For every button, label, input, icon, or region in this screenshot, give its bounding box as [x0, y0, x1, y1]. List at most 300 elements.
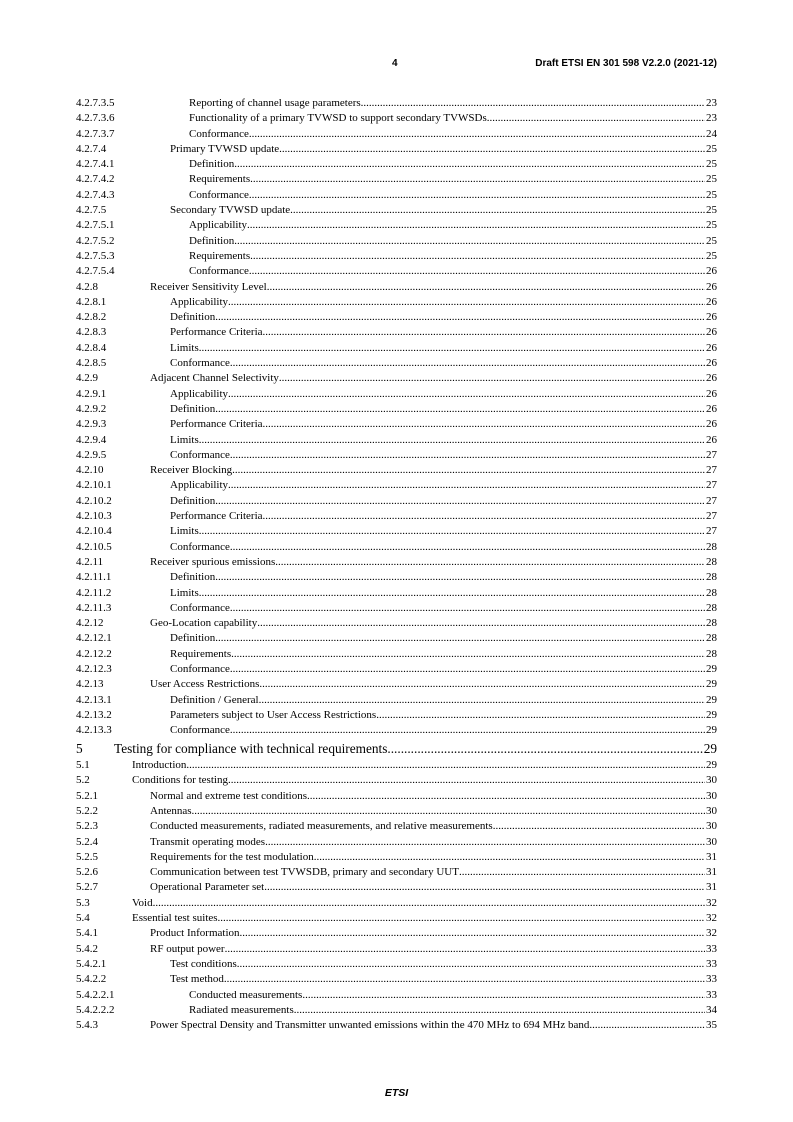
toc-entry[interactable] [76, 850, 717, 865]
toc-entry[interactable] [76, 295, 717, 310]
toc-entry-number: 5.2.5 [76, 850, 98, 863]
toc-entry-number: 4.2.12 [76, 617, 104, 630]
toc-entry-page: 23 [706, 112, 717, 125]
toc-entry-number: 4.2.10.2 [76, 494, 112, 507]
toc-dot-leader [249, 264, 705, 279]
toc-dot-leader [234, 157, 705, 172]
toc-entry-number: 4.2.10.3 [76, 510, 112, 523]
toc-entry-title: User Access Restrictions [150, 678, 260, 691]
toc-entry-page: 29 [706, 678, 717, 691]
toc-entry[interactable] [76, 310, 717, 325]
toc-entry[interactable] [76, 773, 717, 788]
table-of-contents [76, 96, 717, 1033]
toc-entry-body [150, 371, 717, 386]
toc-entry-page: 28 [706, 601, 717, 614]
toc-dot-leader [228, 773, 705, 788]
toc-entry-body [170, 693, 717, 708]
toc-entry-body [189, 1003, 717, 1018]
toc-dot-leader [224, 972, 705, 987]
toc-dot-leader [250, 249, 705, 264]
toc-dot-leader [230, 448, 705, 463]
toc-entry[interactable] [76, 911, 717, 926]
toc-entry-body [150, 555, 717, 570]
toc-entry-number: 4.2.11.2 [76, 586, 112, 599]
toc-entry-title: Conformance [170, 724, 230, 737]
toc-entry-title: Requirements [189, 173, 251, 186]
toc-entry-number: 4.2.9.1 [76, 387, 107, 400]
toc-entry-body [170, 957, 717, 972]
toc-entry-title: Conformance [189, 265, 249, 278]
toc-entry-body [150, 926, 717, 941]
toc-entry[interactable] [76, 356, 717, 371]
toc-entry[interactable] [76, 570, 717, 585]
toc-entry-title: Applicability [170, 387, 229, 400]
toc-entry[interactable] [76, 280, 717, 295]
toc-entry-body [132, 896, 717, 911]
toc-dot-leader [215, 631, 705, 646]
toc-entry-page: 24 [706, 127, 717, 140]
toc-entry-number: 5.3 [76, 896, 90, 909]
toc-dot-leader [294, 1003, 705, 1018]
toc-entry-page: 30 [706, 789, 717, 802]
toc-dot-leader [232, 463, 705, 478]
toc-entry-page: 35 [706, 1019, 717, 1032]
toc-dot-leader [267, 280, 705, 295]
toc-entry-page: 25 [706, 249, 717, 262]
toc-entry[interactable] [76, 218, 717, 233]
toc-entry-body [150, 804, 717, 819]
toc-dot-leader [231, 647, 705, 662]
toc-entry-number: 4.2.7.4.1 [76, 158, 115, 171]
toc-entry[interactable] [76, 402, 717, 417]
toc-entry-title: Conducted measurements, radiated measurements, and relative measurements [150, 820, 493, 833]
toc-entry[interactable] [76, 1003, 717, 1018]
toc-entry-number: 4.2.9.5 [76, 448, 107, 461]
toc-entry[interactable] [76, 819, 717, 834]
toc-entry-number: 5.4.2.1 [76, 957, 107, 970]
toc-dot-leader [264, 880, 705, 895]
toc-entry-body [170, 387, 717, 402]
toc-entry-number: 4.2.12.1 [76, 632, 112, 645]
toc-entry-number: 4.2.7.5 [76, 204, 107, 217]
toc-entry-page: 28 [706, 586, 717, 599]
toc-entry[interactable] [76, 740, 717, 758]
toc-entry-title: Product Information [150, 927, 240, 940]
toc-entry-title: Antennas [150, 804, 192, 817]
toc-entry-page: 25 [706, 219, 717, 232]
toc-entry-number: 5.1 [76, 759, 90, 772]
toc-entry-body [150, 865, 717, 880]
toc-entry-number: 4.2.7.3.7 [76, 127, 115, 140]
toc-entry-title: Conformance [170, 601, 230, 614]
toc-entry[interactable] [76, 371, 717, 386]
toc-dot-leader [487, 111, 705, 126]
toc-entry[interactable] [76, 540, 717, 555]
toc-entry[interactable] [76, 325, 717, 340]
toc-entry-number: 5.4.2 [76, 942, 98, 955]
toc-entry-body [170, 540, 717, 555]
toc-entry[interactable] [76, 988, 717, 1003]
toc-entry[interactable] [76, 203, 717, 218]
toc-entry-page: 27 [706, 510, 717, 523]
toc-dot-leader [186, 758, 705, 773]
toc-entry-title: Conducted measurements [189, 988, 303, 1001]
toc-entry-page: 32 [706, 927, 717, 940]
toc-entry-title: Normal and extreme test conditions [150, 789, 308, 802]
toc-entry-page: 30 [706, 774, 717, 787]
toc-entry-page: 28 [706, 571, 717, 584]
toc-entry[interactable] [76, 127, 717, 142]
toc-entry-body [150, 789, 717, 804]
toc-entry[interactable] [76, 341, 717, 356]
toc-entry-number: 4.2.8.1 [76, 295, 107, 308]
toc-entry-page: 28 [706, 632, 717, 645]
toc-dot-leader [263, 325, 705, 340]
toc-dot-leader [199, 524, 705, 539]
toc-entry-body [170, 142, 717, 157]
toc-entry[interactable] [76, 478, 717, 493]
toc-entry-body [170, 494, 717, 509]
toc-entry-page: 28 [706, 555, 717, 568]
toc-dot-leader [257, 616, 705, 631]
toc-entry[interactable] [76, 142, 717, 157]
toc-entry[interactable] [76, 677, 717, 692]
toc-entry-body [170, 433, 717, 448]
toc-entry-page: 23 [706, 97, 717, 109]
toc-entry-body [170, 586, 717, 601]
toc-entry-body [170, 723, 717, 738]
toc-entry-page: 26 [706, 311, 717, 324]
toc-entry-page: 29 [706, 708, 717, 721]
toc-entry-page: 32 [706, 912, 717, 925]
toc-entry-number: 4.2.9 [76, 372, 98, 385]
toc-entry[interactable] [76, 188, 717, 203]
toc-entry-page: 29 [706, 662, 717, 675]
toc-entry[interactable] [76, 524, 717, 539]
toc-entry-body [189, 234, 717, 249]
toc-entry-page: 33 [706, 942, 717, 955]
toc-entry-title: Applicability [170, 479, 229, 492]
toc-entry-title: Applicability [170, 295, 229, 308]
toc-entry-number: 4.2.7.5.3 [76, 249, 115, 262]
toc-entry[interactable] [76, 789, 717, 804]
toc-entry-number: 4.2.8 [76, 280, 98, 293]
toc-entry[interactable] [76, 880, 717, 895]
toc-entry-number: 4.2.7.3.5 [76, 97, 115, 109]
toc-dot-leader [230, 356, 705, 371]
toc-entry-page: 27 [706, 464, 717, 477]
toc-entry-number: 4.2.9.4 [76, 433, 107, 446]
toc-entry-body [150, 463, 717, 478]
toc-entry[interactable] [76, 172, 717, 187]
toc-entry-page: 31 [706, 881, 717, 894]
toc-dot-leader [199, 433, 705, 448]
toc-entry-title: Limits [170, 525, 199, 538]
toc-entry-title: Definition / General [170, 693, 259, 706]
toc-entry[interactable] [76, 463, 717, 478]
toc-entry[interactable] [76, 494, 717, 509]
toc-entry-body [150, 835, 717, 850]
toc-entry-number: 5.4.1 [76, 927, 98, 940]
toc-entry-title: Secondary TVWSD update [170, 204, 291, 217]
toc-entry-number: 4.2.12.2 [76, 647, 112, 660]
toc-dot-leader [265, 835, 705, 850]
toc-entry[interactable] [76, 264, 717, 279]
toc-dot-leader [192, 804, 705, 819]
toc-entry-body [170, 341, 717, 356]
toc-entry[interactable] [76, 1018, 717, 1033]
toc-entry[interactable] [76, 896, 717, 911]
toc-entry-title: Conformance [189, 188, 249, 201]
toc-dot-leader [199, 341, 705, 356]
toc-dot-leader [230, 723, 705, 738]
toc-entry-page: 28 [706, 540, 717, 553]
toc-entry-page: 25 [706, 234, 717, 247]
toc-entry-title: Transmit operating modes [150, 835, 266, 848]
toc-entry-title: Receiver Sensitivity Level [150, 280, 267, 293]
toc-entry-title: Definition [170, 402, 216, 415]
toc-entry-number: 4.2.7.5.1 [76, 219, 115, 232]
toc-entry-title: Applicability [189, 219, 248, 232]
toc-dot-leader [228, 387, 705, 402]
toc-entry-page: 31 [706, 866, 717, 879]
toc-entry-body [189, 111, 717, 126]
toc-entry-number: 4.2.11.3 [76, 601, 112, 614]
toc-dot-leader [259, 693, 705, 708]
toc-entry-body [189, 157, 717, 172]
toc-entry-body [170, 647, 717, 662]
toc-entry-title: Definition [170, 632, 216, 645]
toc-entry-number: 4.2.11.1 [76, 571, 112, 584]
toc-entry-body [170, 509, 717, 524]
toc-entry-page: 28 [706, 647, 717, 660]
toc-entry-page: 25 [706, 204, 717, 217]
toc-entry-title: Receiver spurious emissions [150, 555, 276, 568]
toc-entry-page: 27 [706, 479, 717, 492]
toc-entry-body [150, 880, 717, 895]
toc-entry-number: 4.2.8.2 [76, 311, 107, 324]
toc-dot-leader [307, 789, 705, 804]
toc-entry-number: 4.2.10.1 [76, 479, 112, 492]
toc-entry-page: 34 [706, 1003, 717, 1016]
toc-entry[interactable] [76, 957, 717, 972]
toc-dot-leader [247, 218, 705, 233]
toc-entry-title: Conformance [189, 127, 249, 140]
header-document-title: Draft ETSI EN 301 598 V2.2.0 (2021-12) [535, 58, 717, 69]
toc-entry-body [170, 203, 717, 218]
toc-entry[interactable] [76, 662, 717, 677]
toc-entry-title: Primary TVWSD update [170, 142, 280, 155]
toc-dot-leader [237, 957, 705, 972]
toc-entry-number: 4.2.7.4.2 [76, 173, 115, 186]
toc-entry-body [170, 524, 717, 539]
toc-entry-body [170, 402, 717, 417]
toc-entry-title: Essential test suites [132, 912, 218, 925]
toc-dot-leader [302, 988, 705, 1003]
toc-entry-title: Functionality of a primary TVWSD to support secondary TVWSDs [189, 112, 487, 125]
toc-entry-number: 4.2.10.4 [76, 525, 112, 538]
toc-dot-leader [263, 417, 705, 432]
toc-entry-number: 4.2.7.4.3 [76, 188, 115, 201]
toc-dot-leader [249, 127, 705, 142]
toc-entry-number: 4.2.7.5.4 [76, 265, 115, 278]
toc-entry[interactable] [76, 647, 717, 662]
toc-entry[interactable] [76, 433, 717, 448]
toc-entry[interactable] [76, 601, 717, 616]
toc-dot-leader [279, 142, 705, 157]
toc-entry-body [189, 264, 717, 279]
toc-entry-page: 26 [706, 341, 717, 354]
toc-entry-title: Radiated measurements [189, 1003, 294, 1016]
toc-entry-number: 5.2.2 [76, 804, 98, 817]
toc-dot-leader [387, 740, 702, 758]
toc-entry-body [150, 280, 717, 295]
toc-entry-body [150, 942, 717, 957]
toc-dot-leader [234, 234, 705, 249]
toc-entry-number: 4.2.10.5 [76, 540, 112, 553]
toc-entry-title: Definition [170, 311, 216, 324]
toc-entry-body [189, 172, 717, 187]
toc-entry-number: 5.2.7 [76, 881, 98, 894]
toc-entry[interactable] [76, 835, 717, 850]
toc-entry-page: 27 [706, 494, 717, 507]
toc-dot-leader [290, 203, 705, 218]
toc-entry-body [170, 708, 717, 723]
toc-entry[interactable] [76, 555, 717, 570]
toc-entry-title: Definition [170, 571, 216, 584]
toc-entry[interactable] [76, 111, 717, 126]
toc-entry-body [189, 249, 717, 264]
toc-entry[interactable] [76, 249, 717, 264]
toc-entry-body [132, 911, 717, 926]
toc-dot-leader [263, 509, 705, 524]
toc-entry[interactable] [76, 509, 717, 524]
toc-entry-title: Requirements [170, 647, 232, 660]
toc-dot-leader [361, 96, 705, 111]
toc-entry-title: Test conditions [170, 957, 237, 970]
toc-dot-leader [215, 570, 705, 585]
toc-entry-number: 4.2.9.3 [76, 418, 107, 431]
toc-entry-number: 4.2.13.3 [76, 724, 112, 737]
toc-entry-number: 4.2.10 [76, 464, 104, 477]
toc-dot-leader [589, 1018, 705, 1033]
toc-entry[interactable] [76, 942, 717, 957]
toc-entry[interactable] [76, 926, 717, 941]
toc-entry-page: 25 [706, 158, 717, 171]
toc-dot-leader [376, 708, 705, 723]
toc-entry-number: 4.2.11 [76, 555, 104, 568]
toc-entry-page: 26 [706, 402, 717, 415]
toc-entry-number: 5.4.3 [76, 1019, 98, 1032]
header-page-number: 4 [392, 58, 398, 69]
toc-entry-body [170, 448, 717, 463]
toc-dot-leader [249, 188, 705, 203]
toc-entry-page: 26 [706, 418, 717, 431]
toc-entry-page: 29 [703, 741, 717, 757]
toc-entry-number: 5.4.2.2.1 [76, 988, 115, 1001]
toc-dot-leader [225, 942, 705, 957]
toc-entry-body [170, 295, 717, 310]
toc-entry[interactable] [76, 616, 717, 631]
toc-entry-title: Operational Parameter set [150, 881, 265, 894]
toc-entry[interactable] [76, 865, 717, 880]
toc-entry-body [170, 356, 717, 371]
toc-dot-leader [230, 540, 705, 555]
toc-entry[interactable] [76, 234, 717, 249]
toc-entry-body [170, 325, 717, 340]
toc-entry[interactable] [76, 708, 717, 723]
toc-entry-title: Receiver Blocking [150, 464, 233, 477]
toc-entry-title: Limits [170, 341, 199, 354]
toc-entry[interactable] [76, 758, 717, 773]
toc-entry-title: Definition [189, 158, 235, 171]
toc-entry[interactable] [76, 586, 717, 601]
toc-entry[interactable] [76, 723, 717, 738]
toc-entry-page: 27 [706, 448, 717, 461]
toc-entry-number: 5.2.3 [76, 820, 98, 833]
toc-dot-leader [279, 371, 705, 386]
toc-entry[interactable] [76, 631, 717, 646]
toc-entry-number: 4.2.13.2 [76, 708, 112, 721]
toc-entry[interactable] [76, 804, 717, 819]
toc-entry-number: 4.2.7.3.6 [76, 112, 115, 125]
toc-entry-body [132, 758, 717, 773]
toc-entry-page: 26 [706, 295, 717, 308]
toc-entry[interactable] [76, 448, 717, 463]
toc-entry-number: 5.2 [76, 774, 90, 787]
toc-dot-leader [250, 172, 705, 187]
toc-entry-body [150, 677, 717, 692]
toc-entry-body [150, 616, 717, 631]
toc-entry-page: 26 [706, 357, 717, 370]
toc-entry-page: 30 [706, 804, 717, 817]
toc-entry-title: Adjacent Channel Selectivity [150, 372, 279, 385]
toc-entry-body [189, 988, 717, 1003]
toc-entry-page: 33 [706, 973, 717, 986]
toc-entry-title: Conformance [170, 357, 230, 370]
toc-entry-title: Performance Criteria [170, 326, 263, 339]
toc-entry-title: Testing for compliance with technical requirements [114, 741, 388, 757]
toc-entry[interactable] [76, 157, 717, 172]
toc-dot-leader [228, 295, 705, 310]
toc-entry-number: 4.2.13 [76, 678, 104, 691]
toc-entry-page: 29 [706, 759, 717, 772]
toc-entry-number: 5.2.4 [76, 835, 98, 848]
toc-entry-title: Conformance [170, 662, 230, 675]
toc-entry-title: Communication between test TVWSDB, primary and secondary UUT [150, 866, 459, 879]
toc-entry[interactable] [76, 417, 717, 432]
toc-entry-title: Conditions for testing [132, 774, 228, 787]
toc-entry-body [170, 972, 717, 987]
toc-entry-page: 26 [706, 326, 717, 339]
toc-entry-title: Conformance [170, 540, 230, 553]
toc-entry-number: 5.4.2.2.2 [76, 1003, 115, 1016]
toc-entry-body [170, 631, 717, 646]
toc-dot-leader [215, 310, 705, 325]
toc-entry[interactable] [76, 96, 717, 111]
toc-dot-leader [240, 926, 705, 941]
toc-entry-page: 29 [706, 693, 717, 706]
toc-entry-title: Performance Criteria [170, 510, 263, 523]
toc-dot-leader [228, 478, 705, 493]
toc-entry[interactable] [76, 387, 717, 402]
toc-entry-page: 27 [706, 525, 717, 538]
toc-dot-leader [218, 911, 705, 926]
toc-entry-number: 5.2.1 [76, 789, 98, 802]
toc-entry[interactable] [76, 972, 717, 987]
toc-entry-body [170, 478, 717, 493]
toc-entry[interactable] [76, 693, 717, 708]
